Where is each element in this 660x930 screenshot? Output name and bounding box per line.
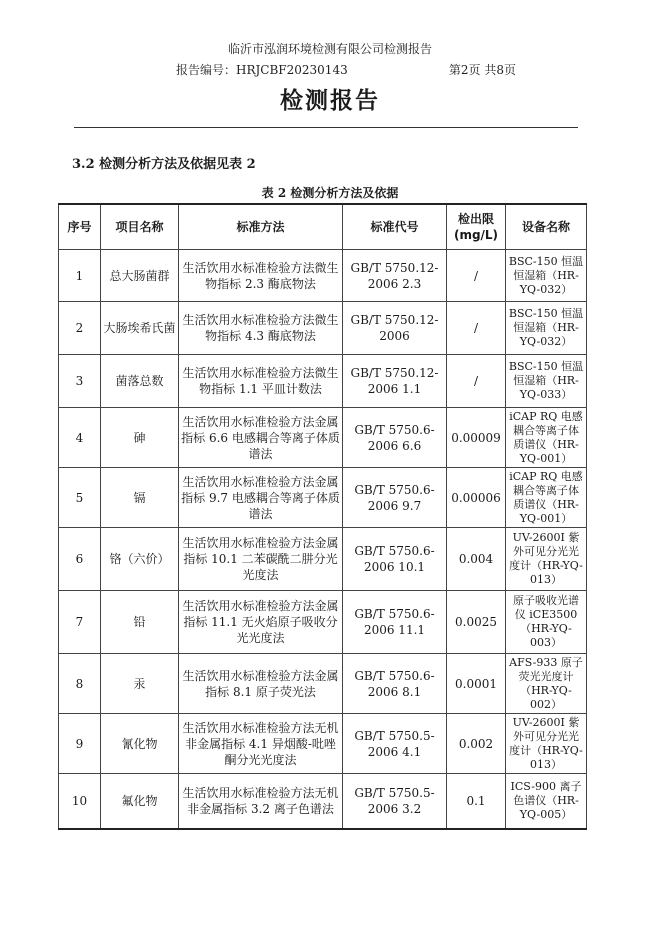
cell-equipment: UV-2600I 紫外可见分光光度计（HR-YQ-013） — [506, 528, 587, 591]
cell-item: 氰化物 — [101, 714, 179, 774]
cell-limit: / — [447, 250, 506, 302]
cell-item: 铅 — [101, 591, 179, 654]
table-row — [59, 355, 587, 408]
cell-item: 大肠埃希氏菌 — [101, 302, 179, 355]
header-no: 序号 — [59, 204, 101, 250]
cell-equipment: iCAP RQ 电感耦合等离子体质谱仪（HR-YQ-001） — [506, 408, 587, 468]
table-row — [59, 774, 587, 829]
cell-method: 生活饮用水标准检验方法金属指标 6.6 电感耦合等离子体质谱法 — [179, 408, 343, 468]
table-caption: 表 2 检测分析方法及依据 — [261, 186, 399, 200]
report-meta-line — [176, 61, 516, 78]
header-item: 项目名称 — [101, 204, 179, 250]
cell-limit: / — [447, 355, 506, 408]
cell-no: 2 — [59, 302, 101, 355]
cell-method: 生活饮用水标准检验方法金属指标 8.1 原子荧光法 — [179, 654, 343, 714]
methods-table — [58, 203, 587, 830]
cell-item: 铬（六价） — [101, 528, 179, 591]
cell-no: 4 — [59, 408, 101, 468]
cell-equipment: ICS-900 离子色谱仪（HR-YQ-005） — [506, 774, 587, 829]
cell-method: 生活饮用水标准检验方法微生物指标 4.3 酶底物法 — [179, 302, 343, 355]
cell-limit: 0.0001 — [447, 654, 506, 714]
header-code: 标准代号 — [343, 204, 447, 250]
cell-equipment: BSC-150 恒温恒湿箱（HR-YQ-033） — [506, 355, 587, 408]
cell-item: 总大肠菌群 — [101, 250, 179, 302]
cell-limit: 0.1 — [447, 774, 506, 829]
title-divider — [74, 127, 578, 128]
table-row — [59, 408, 587, 468]
cell-no: 8 — [59, 654, 101, 714]
table-header-row — [59, 204, 587, 250]
cell-limit: 0.00009 — [447, 408, 506, 468]
header-limit: 检出限 (mg/L) — [447, 204, 506, 250]
table-row — [59, 468, 587, 528]
section-heading: 3.2 检测分析方法及依据见表 2 — [72, 157, 256, 172]
header-equipment: 设备名称 — [506, 204, 587, 250]
page-title: 检测报告 — [280, 88, 380, 114]
table-row — [59, 302, 587, 355]
cell-equipment: iCAP RQ 电感耦合等离子体质谱仪（HR-YQ-001） — [506, 468, 587, 528]
cell-no: 3 — [59, 355, 101, 408]
cell-method: 生活饮用水标准检验方法金属指标 10.1 二苯碳酰二肼分光光度法 — [179, 528, 343, 591]
cell-method: 生活饮用水标准检验方法微生物指标 1.1 平皿计数法 — [179, 355, 343, 408]
cell-item: 镉 — [101, 468, 179, 528]
cell-code: GB/T 5750.6-2006 10.1 — [343, 528, 447, 591]
table-row — [59, 714, 587, 774]
cell-code: GB/T 5750.12-2006 — [343, 302, 447, 355]
cell-method: 生活饮用水标准检验方法金属指标 9.7 电感耦合等离子体质谱法 — [179, 468, 343, 528]
cell-no: 9 — [59, 714, 101, 774]
page-info: 第2页 共8页 — [448, 63, 516, 77]
cell-equipment: 原子吸收光谱仪 iCE3500（HR-YQ-003） — [506, 591, 587, 654]
cell-no: 7 — [59, 591, 101, 654]
cell-limit: 0.002 — [447, 714, 506, 774]
cell-method: 生活饮用水标准检验方法微生物指标 2.3 酶底物法 — [179, 250, 343, 302]
cell-code: GB/T 5750.12-2006 1.1 — [343, 355, 447, 408]
cell-limit: / — [447, 302, 506, 355]
cell-code: GB/T 5750.6-2006 8.1 — [343, 654, 447, 714]
cell-equipment: BSC-150 恒温恒湿箱（HR-YQ-032） — [506, 302, 587, 355]
cell-equipment: UV-2600I 紫外可见分光光度计（HR-YQ-013） — [506, 714, 587, 774]
cell-item: 砷 — [101, 408, 179, 468]
cell-method: 生活饮用水标准检验方法无机非金属指标 3.2 离子色谱法 — [179, 774, 343, 829]
cell-no: 5 — [59, 468, 101, 528]
cell-limit: 0.00006 — [447, 468, 506, 528]
cell-equipment: AFS-933 原子荧光光度计（HR-YQ-002） — [506, 654, 587, 714]
cell-code: GB/T 5750.5-2006 3.2 — [343, 774, 447, 829]
cell-item: 汞 — [101, 654, 179, 714]
cell-item: 菌落总数 — [101, 355, 179, 408]
cell-code: GB/T 5750.12-2006 2.3 — [343, 250, 447, 302]
table-row — [59, 654, 587, 714]
cell-limit: 0.004 — [447, 528, 506, 591]
cell-no: 1 — [59, 250, 101, 302]
cell-method: 生活饮用水标准检验方法无机非金属指标 4.1 异烟酸-吡唑酮分光光度法 — [179, 714, 343, 774]
cell-code: GB/T 5750.6-2006 9.7 — [343, 468, 447, 528]
cell-equipment: BSC-150 恒温恒湿箱（HR-YQ-032） — [506, 250, 587, 302]
table-row — [59, 250, 587, 302]
table-row — [59, 591, 587, 654]
cell-code: GB/T 5750.6-2006 6.6 — [343, 408, 447, 468]
cell-no: 10 — [59, 774, 101, 829]
cell-method: 生活饮用水标准检验方法金属指标 11.1 无火焰原子吸收分光光度法 — [179, 591, 343, 654]
company-report-line: 临沂市泓润环境检测有限公司检测报告 — [227, 42, 432, 56]
cell-limit: 0.0025 — [447, 591, 506, 654]
report-number: 报告编号：HRJCBF20230143 — [176, 63, 348, 77]
cell-item: 氟化物 — [101, 774, 179, 829]
cell-code: GB/T 5750.5-2006 4.1 — [343, 714, 447, 774]
cell-no: 6 — [59, 528, 101, 591]
table-row — [59, 528, 587, 591]
cell-code: GB/T 5750.6-2006 11.1 — [343, 591, 447, 654]
header-method: 标准方法 — [179, 204, 343, 250]
